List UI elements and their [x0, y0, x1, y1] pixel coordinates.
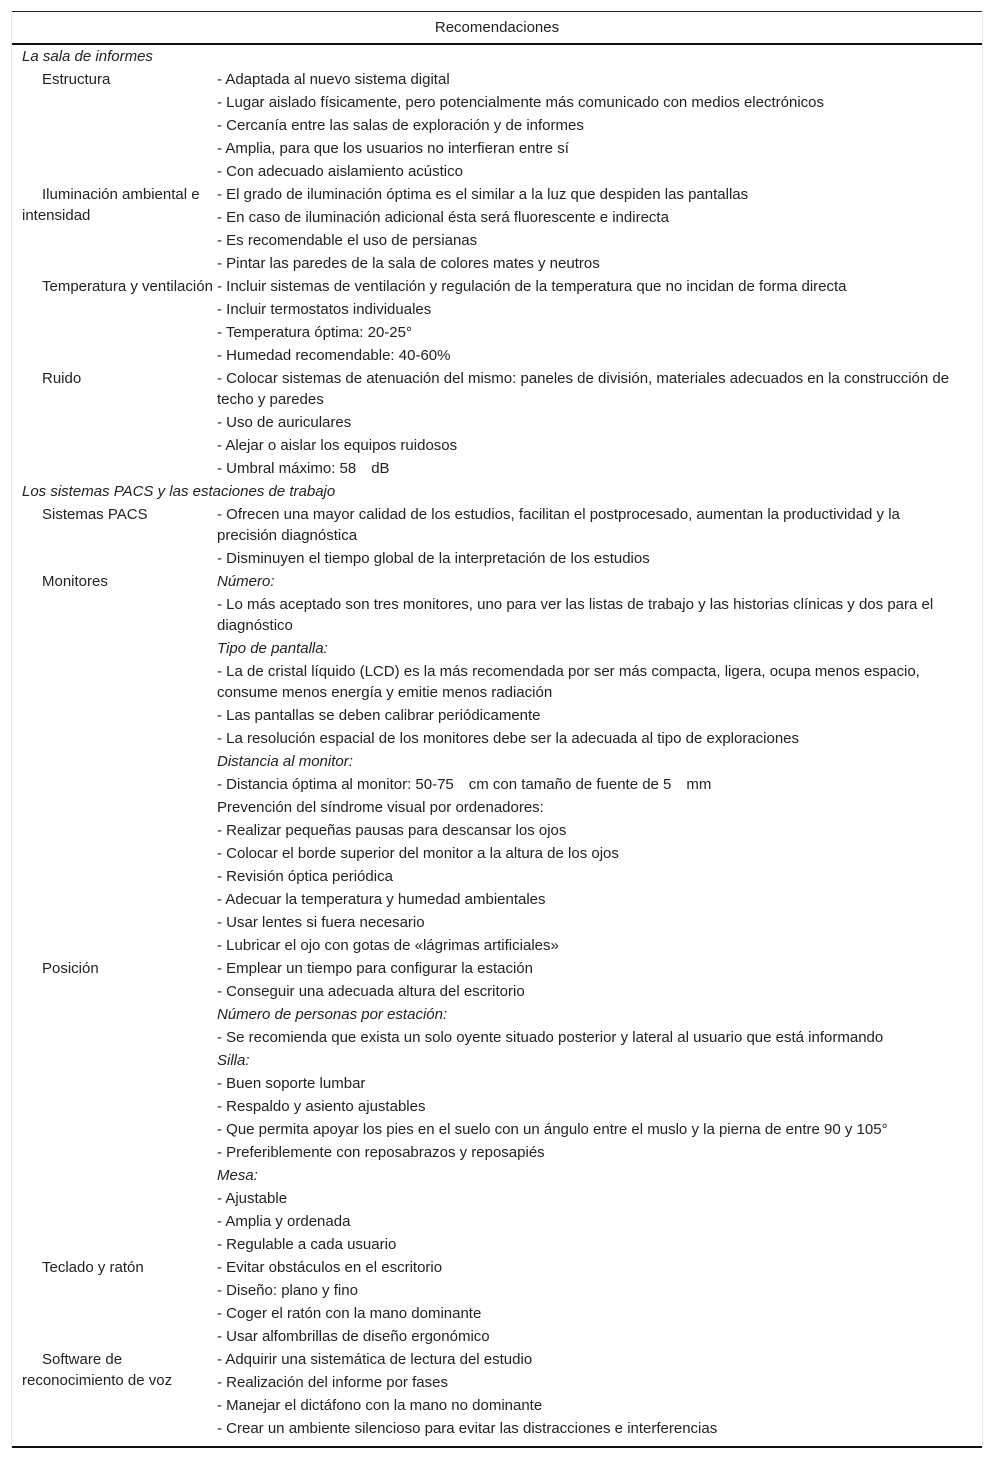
recommendation-item: - Es recomendable el uso de persianas — [217, 232, 478, 249]
row-recommendations — [217, 1256, 982, 1348]
recommendation-item: - Se recomienda que exista un solo oyente situado posterior y lateral al usuario que está informando — [217, 1029, 884, 1046]
row-label: Posición — [42, 960, 99, 977]
table-row — [12, 503, 982, 570]
table-row — [12, 1348, 982, 1440]
recommendation-item: - Amplia y ordenada — [217, 1213, 351, 1230]
recommendation-item: - Lubricar el ojo con gotas de «lágrimas artificiales» — [217, 937, 559, 954]
recommendation-item: - Lo más aceptado son tres monitores, uno para ver las listas de trabajo y las historias clínicas y dos para el diagnóstico — [217, 596, 934, 634]
recommendation-item: - Las pantallas se deben calibrar periódicamente — [217, 707, 541, 724]
recommendation-item: - Uso de auriculares — [217, 414, 352, 431]
recommendation-item: - Colocar sistemas de atenuación del mismo: paneles de división, materiales adecuados en la construcción de techo y paredes — [217, 370, 950, 408]
subheading: Número: — [217, 573, 275, 590]
recommendation-item: - Revisión óptica periódica — [217, 868, 393, 885]
table-header: Recomendaciones — [12, 12, 982, 45]
recommendation-item: - Ofrecen una mayor calidad de los estudios, facilitan el postprocesado, aumentan la productividad y la precisión diagnóstica — [217, 506, 900, 544]
row-label: Teclado y ratón — [42, 1259, 144, 1276]
recommendation-item: - La de cristal líquido (LCD) es la más recomendada por ser más compacta, ligera, ocupa menos espacio, consume menos energía y emitie menos radiación — [217, 663, 920, 701]
recommendation-item: - Amplia, para que los usuarios no interfieran entre sí — [217, 140, 569, 157]
table-row — [12, 1256, 982, 1348]
recommendation-item: - Usar alfombrillas de diseño ergonómico — [217, 1328, 490, 1345]
recommendation-item: - Incluir sistemas de ventilación y regulación de la temperatura que no incidan de forma directa — [217, 278, 847, 295]
row-recommendations — [217, 503, 982, 570]
recommendation-item: - Evitar obstáculos en el escritorio — [217, 1259, 443, 1276]
recommendation-item: - Incluir termostatos individuales — [217, 301, 432, 318]
recommendation-item: - Adecuar la temperatura y humedad ambientales — [217, 891, 546, 908]
table-row — [12, 570, 982, 957]
row-label: Ruido — [42, 370, 82, 387]
row-recommendations — [217, 183, 982, 275]
recommendation-item: - Buen soporte lumbar — [217, 1075, 366, 1092]
row-label: Sistemas PACS — [42, 506, 148, 523]
recommendation-item: Prevención del síndrome visual por ordenadores: — [217, 799, 544, 816]
subheading: Número de personas por estación: — [217, 1006, 448, 1023]
table-row — [12, 275, 982, 367]
table-row — [12, 957, 982, 1256]
table-body — [12, 45, 982, 1448]
row-recommendations — [217, 957, 982, 1256]
recommendation-item: - Coger el ratón con la mano dominante — [217, 1305, 482, 1322]
recommendation-item: - Usar lentes si fuera necesario — [217, 914, 425, 931]
recommendation-item: - Regulable a cada usuario — [217, 1236, 397, 1253]
table-row — [12, 367, 982, 480]
recommendation-item: - Manejar el dictáfono con la mano no dominante — [217, 1397, 543, 1414]
recommendation-item: - El grado de iluminación óptima es el similar a la luz que despiden las pantallas — [217, 186, 749, 203]
recommendation-item: - La resolución espacial de los monitores debe ser la adecuada al tipo de exploraciones — [217, 730, 800, 747]
subheading: Tipo de pantalla: — [217, 640, 328, 657]
recommendation-item: - Adquirir una sistemática de lectura del estudio — [217, 1351, 533, 1368]
recommendation-item: - Que permita apoyar los pies en el suelo con un ángulo entre el muslo y la pierna de entre 90 y 105° — [217, 1121, 888, 1138]
subheading: Mesa: — [217, 1167, 258, 1184]
subheading: Distancia al monitor: — [217, 753, 353, 770]
recommendation-item: - Humedad recomendable: 40-60% — [217, 347, 451, 364]
recommendations-table — [11, 11, 983, 1448]
recommendation-item: - Disminuyen el tiempo global de la interpretación de los estudios — [217, 550, 650, 567]
row-label: Temperatura y ventilación — [42, 278, 213, 295]
section-title: La sala de informes — [22, 48, 153, 65]
recommendation-item: - Con adecuado aislamiento acústico — [217, 163, 463, 180]
row-recommendations — [217, 275, 982, 367]
row-label: Software de reconocimiento de voz — [22, 1351, 173, 1389]
table-row — [12, 68, 982, 183]
recommendation-item: - En caso de iluminación adicional ésta será fluorescente e indirecta — [217, 209, 669, 226]
recommendation-item: - Realizar pequeñas pausas para descansar los ojos — [217, 822, 567, 839]
recommendation-item: - Emplear un tiempo para configurar la estación — [217, 960, 533, 977]
recommendation-item: - Pintar las paredes de la sala de colores mates y neutros — [217, 255, 600, 272]
recommendation-item: - Colocar el borde superior del monitor a la altura de los ojos — [217, 845, 619, 862]
recommendation-item: - Crear un ambiente silencioso para evitar las distracciones e interferencias — [217, 1420, 718, 1437]
recommendation-item: - Cercanía entre las salas de exploración y de informes — [217, 117, 584, 134]
recommendation-item: - Conseguir una adecuada altura del escritorio — [217, 983, 525, 1000]
table-row — [12, 183, 982, 275]
recommendation-item: - Realización del informe por fases — [217, 1374, 448, 1391]
recommendation-item: - Adaptada al nuevo sistema digital — [217, 71, 450, 88]
recommendation-item: - Alejar o aislar los equipos ruidosos — [217, 437, 458, 454]
recommendation-item: - Respaldo y asiento ajustables — [217, 1098, 426, 1115]
section-title: Los sistemas PACS y las estaciones de trabajo — [22, 483, 336, 500]
subheading: Silla: — [217, 1052, 250, 1069]
row-label: Monitores — [42, 573, 108, 590]
row-recommendations — [217, 367, 982, 480]
recommendation-item: - Preferiblemente con reposabrazos y reposapiés — [217, 1144, 545, 1161]
recommendation-item: - Lugar aislado físicamente, pero potencialmente más comunicado con medios electrónicos — [217, 94, 824, 111]
recommendation-item: - Temperatura óptima: 20-25° — [217, 324, 412, 341]
row-recommendations — [217, 1348, 982, 1440]
row-recommendations — [217, 570, 982, 957]
row-label: Estructura — [42, 71, 111, 88]
row-recommendations — [217, 68, 982, 183]
row-label: Iluminación ambiental e intensidad — [22, 186, 200, 224]
recommendation-item: - Umbral máximo: 58 dB — [217, 460, 390, 477]
recommendation-item: - Diseño: plano y fino — [217, 1282, 358, 1299]
recommendation-item: - Distancia óptima al monitor: 50-75 cm con tamaño de fuente de 5 mm — [217, 776, 712, 793]
recommendation-item: - Ajustable — [217, 1190, 288, 1207]
